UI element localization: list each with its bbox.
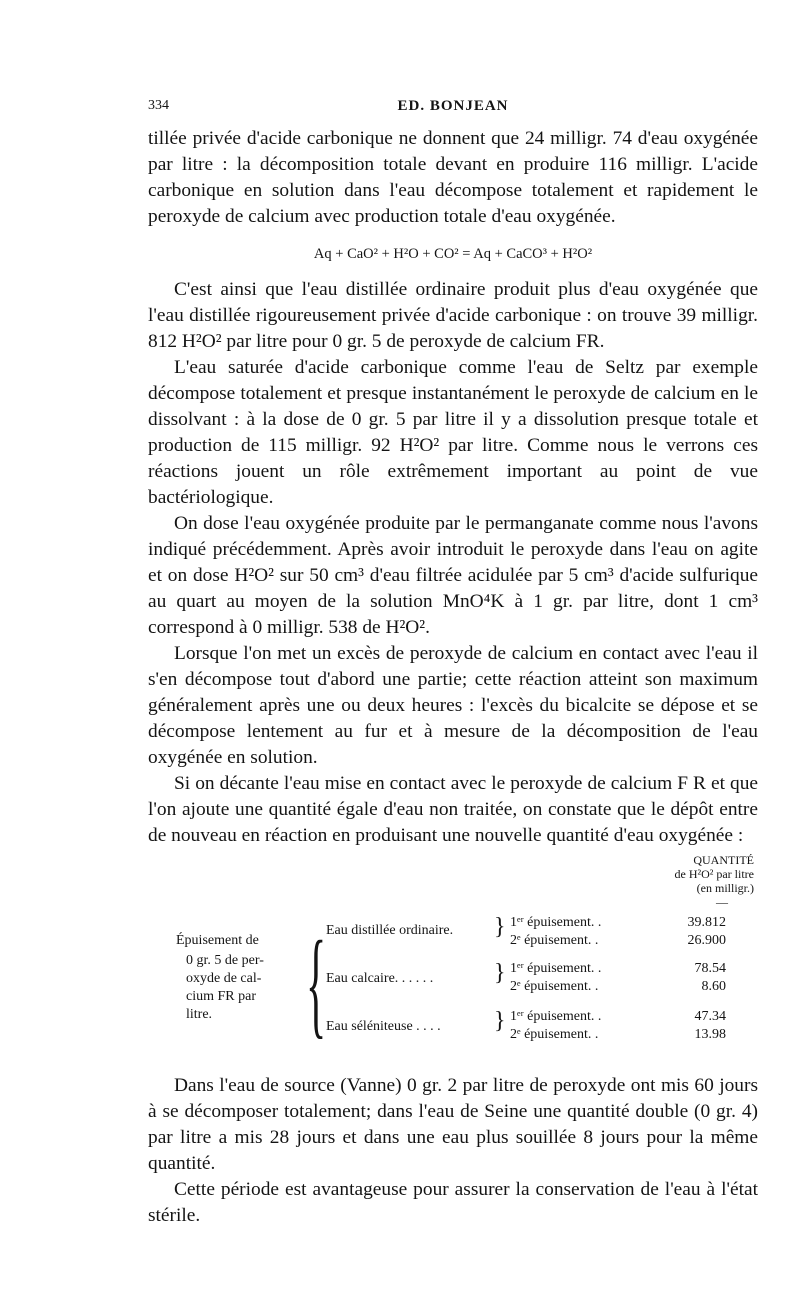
exhaustion-label: 1ᵉʳ épuisement. . — [510, 1009, 602, 1024]
page-number: 334 — [148, 98, 169, 113]
running-header — [148, 98, 758, 126]
paragraph-excess-peroxide: Lorsque l'on met un excès de peroxyde de calcium en contact avec l'eau il s'en décompose tout d'abord une partie; cette réaction atteint son maximum généralement après une ou deux heures : l'excès du bicalcite se dépose et se décompose lentement au fur et à mesure de la décomposition de l'eau oxygénée en solution. — [148, 643, 758, 768]
inner-brace: } — [494, 914, 506, 940]
exhaustion-label: 1ᵉʳ épuisement. . — [510, 915, 602, 930]
column-header-line: (en milligr.) — [696, 881, 754, 895]
document-page — [148, 98, 758, 1229]
outer-brace: { — [306, 916, 327, 1049]
paragraph-sterile-conservation: Cette période est avantageuse pour assurer la conservation de l'eau à l'état stérile. — [148, 1179, 758, 1226]
water-type: Eau distillée ordinaire. — [326, 923, 454, 938]
quantity-value: 26.900 — [687, 933, 726, 948]
paragraph-distilled-water: C'est ainsi que l'eau distillée ordinaire produit plus d'eau oxygénée que l'eau distillée rigoureusement privée d'acide carbonique : on trouve 39 milligr. 812 H²O² par litre pour 0 gr. 5 de peroxyde de calcium FR. — [148, 279, 758, 352]
paragraph-decantation: Si on décante l'eau mise en contact avec le peroxyde de calcium F R et que l'on ajoute une quantité égale d'eau non traitée, on constate que le dépôt entre de nouveau en réaction en produisant une nouvelle quantité d'eau oxygénée : — [148, 773, 758, 846]
running-title: ED. BONJEAN — [397, 98, 509, 114]
quantity-value: 78.54 — [694, 961, 726, 976]
exhaustion-label: 2ᵉ épuisement. . — [510, 933, 599, 948]
row-label-line: Épuisement de — [176, 933, 259, 948]
paragraph-spring-water: Dans l'eau de source (Vanne) 0 gr. 2 par litre de peroxyde ont mis 60 jours à se décomposer totalement; dans l'eau de Seine une quantité double (0 gr. 4) par litre a mis 28 jours et dans une eau plus souillée 8 jours pour la même quantité. — [148, 1075, 758, 1174]
header-rule: — — [716, 895, 728, 909]
water-type: Eau séléniteuse . . . . — [326, 1019, 441, 1034]
paragraph-continuation: tillée privée d'acide carbonique ne donnent que 24 milligr. 74 d'eau oxygénée par litre : la décomposition totale devant en produire 116 milligr. L'acide carbonique en solution dans l'eau décompose totalement et rapidement le peroxyde de calcium avec production totale d'eau oxygénée. — [148, 128, 758, 227]
exhaustion-label: 2ᵉ épuisement. . — [510, 1027, 599, 1042]
spacer — [148, 1055, 758, 1073]
exhaustion-label: 2ᵉ épuisement. . — [510, 979, 599, 994]
exhaustion-table — [148, 915, 758, 1055]
exhaustion-label: 1ᵉʳ épuisement. . — [510, 961, 602, 976]
quantity-value: 13.98 — [694, 1027, 726, 1042]
paragraph-dosage: On dose l'eau oxygénée produite par le permanganate comme nous l'avons indiqué précédemment. Après avoir introduit le peroxyde dans l'eau on agite et on dose H²O² sur 50 cm³ d'eau filtrée acidulée par 5 cm³ d'acide sulfurique au quart au moyen de la solution MnO⁴K à 1 gr. par litre, dont 1 cm³ correspond à 0 milligr. 538 de H²O². — [148, 513, 758, 638]
row-label-line: litre. — [186, 1007, 213, 1022]
inner-brace: } — [494, 960, 506, 986]
quantity-value: 39.812 — [687, 915, 726, 930]
paragraph-carbonated-water: L'eau saturée d'acide carbonique comme l'eau de Seltz par exemple décompose totalement et presque instantanément le peroxyde de calcium en le dissolvant : à la dose de 0 gr. 5 par litre il y a dissolution presque totale et production de 115 milligr. 92 H²O² par litre. Comme nous le verrons ces réactions jouent un rôle extrêmement important au point de vue bactériologique. — [148, 357, 758, 508]
chemical-equation: Aq + CaO² + H²O + CO² = Aq + CaCO³ + H²O² — [313, 246, 593, 262]
row-label-line: 0 gr. 5 de per- — [186, 953, 264, 968]
column-header-line: de H²O² par litre — [674, 867, 754, 881]
water-type: Eau calcaire. . . . . . — [326, 971, 434, 986]
row-label-line: oxyde de cal- — [186, 971, 262, 986]
inner-brace: } — [494, 1008, 506, 1034]
row-label-line: cium FR par — [186, 989, 256, 1004]
column-header-line: QUANTITÉ — [693, 853, 754, 867]
quantity-value: 8.60 — [701, 979, 726, 994]
table-column-header — [148, 853, 758, 909]
quantity-value: 47.34 — [694, 1009, 726, 1024]
